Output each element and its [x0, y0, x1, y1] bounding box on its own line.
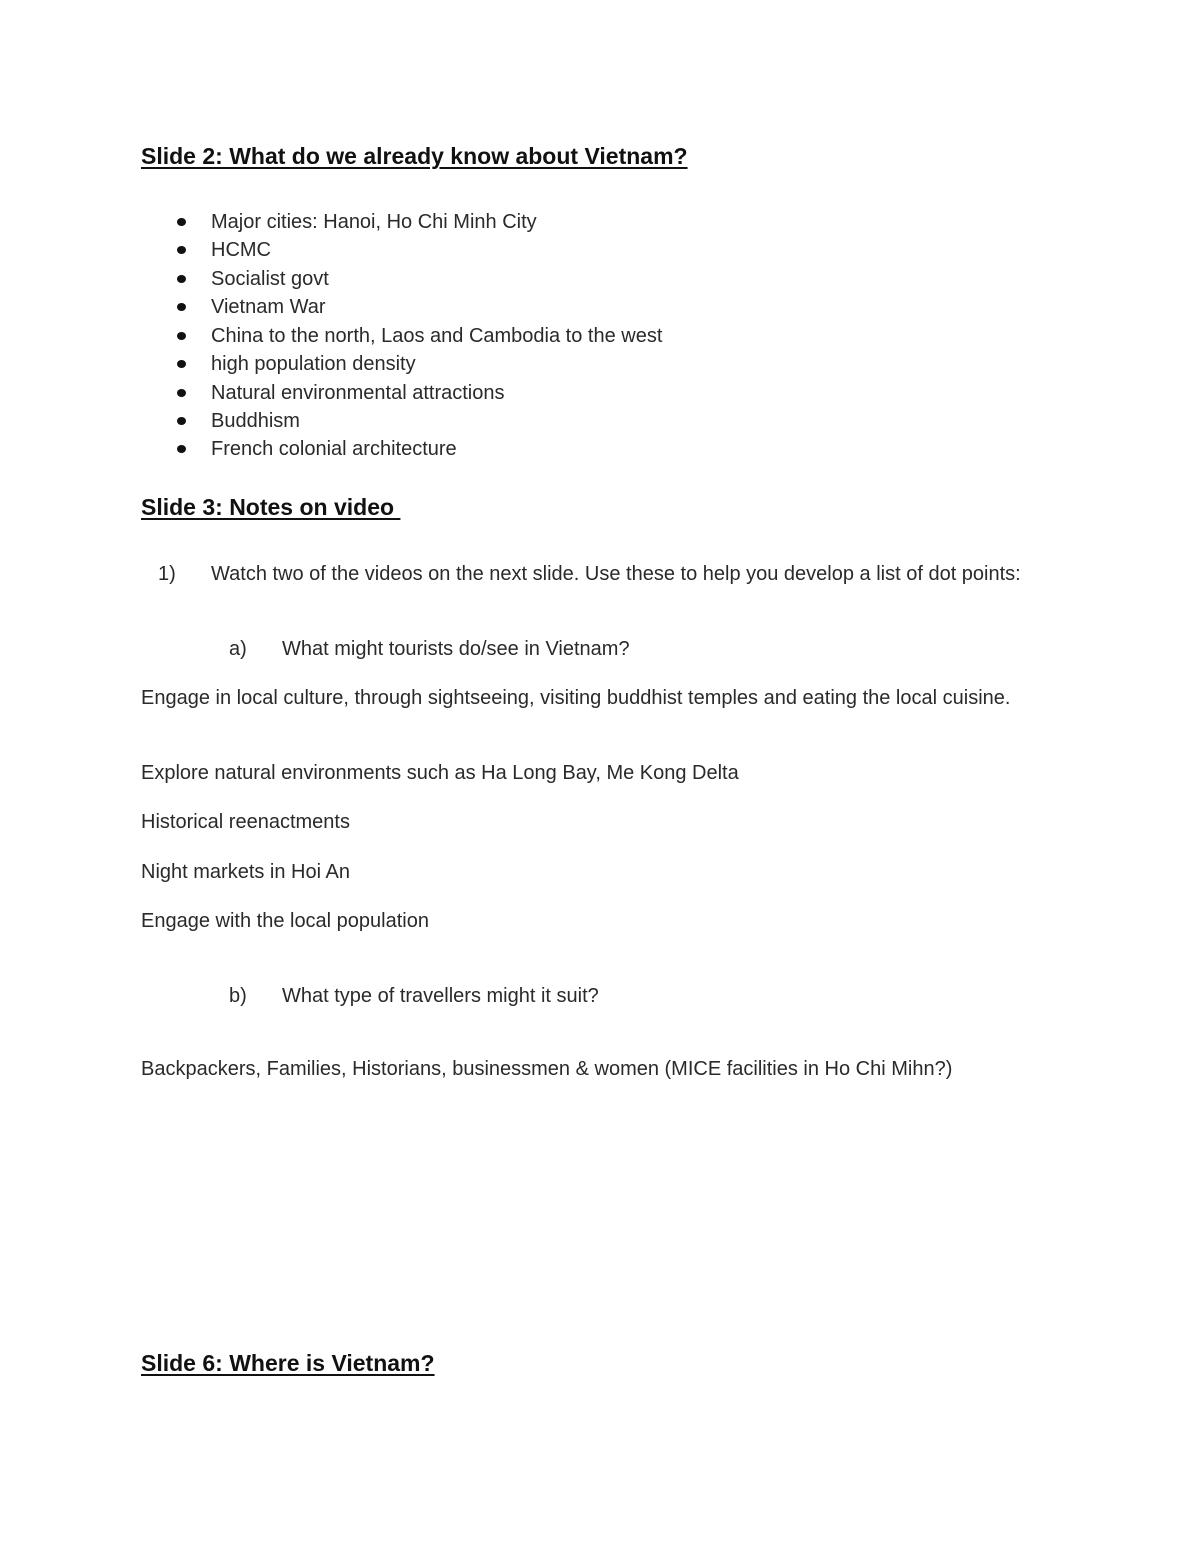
bullet-icon: [177, 218, 186, 226]
bullet-icon: [177, 275, 186, 283]
bullet-text: French colonial architecture: [211, 438, 457, 460]
numbered-marker: 1): [158, 563, 176, 585]
bullet-text: HCMC: [211, 239, 271, 261]
bullet-text: Natural environmental attractions: [211, 382, 505, 404]
sub-question-marker: a): [229, 638, 247, 660]
slide3-heading: Slide 3: Notes on video: [141, 494, 401, 520]
sub-question-a: What might tourists do/see in Vietnam?: [282, 638, 630, 660]
bullet-icon: [177, 332, 186, 340]
answer-paragraph: Explore natural environments such as Ha Long Bay, Me Kong Delta: [141, 762, 739, 784]
bullet-icon: [177, 360, 186, 368]
bullet-text: high population density: [211, 353, 416, 375]
list-item: [0, 324, 1000, 350]
list-item: [0, 238, 1000, 264]
list-item: [0, 267, 1000, 293]
sub-question-b: What type of travellers might it suit?: [282, 985, 599, 1007]
list-item: [0, 409, 1000, 435]
bullet-text: Buddhism: [211, 410, 300, 432]
bullet-text: Vietnam War: [211, 296, 326, 318]
list-item: [0, 437, 1000, 463]
answer-paragraph: Backpackers, Families, Historians, businessmen & women (MICE facilities in Ho Chi Mihn?): [141, 1058, 953, 1080]
answer-paragraph: Historical reenactments: [141, 811, 350, 833]
list-item: [0, 295, 1000, 321]
answer-paragraph: Night markets in Hoi An: [141, 861, 350, 883]
bullet-text: China to the north, Laos and Cambodia to the west: [211, 325, 663, 347]
list-item: [0, 210, 1000, 236]
bullet-text: Socialist govt: [211, 268, 329, 290]
list-item: [0, 352, 1000, 378]
list-item: [0, 381, 1000, 407]
slide6-heading: Slide 6: Where is Vietnam?: [141, 1350, 435, 1376]
bullet-icon: [177, 246, 186, 254]
sub-question-marker: b): [229, 985, 247, 1007]
bullet-text: Major cities: Hanoi, Ho Chi Minh City: [211, 211, 537, 233]
answer-paragraph: Engage with the local population: [141, 910, 429, 932]
bullet-icon: [177, 303, 186, 311]
bullet-icon: [177, 417, 186, 425]
question-instruction: Watch two of the videos on the next slide. Use these to help you develop a list of dot points:: [211, 563, 1021, 585]
slide2-heading: Slide 2: What do we already know about Vietnam?: [141, 143, 688, 169]
bullet-icon: [177, 445, 186, 453]
bullet-icon: [177, 389, 186, 397]
answer-paragraph: Engage in local culture, through sightseeing, visiting buddhist temples and eating the local cuisine.: [141, 687, 1011, 709]
